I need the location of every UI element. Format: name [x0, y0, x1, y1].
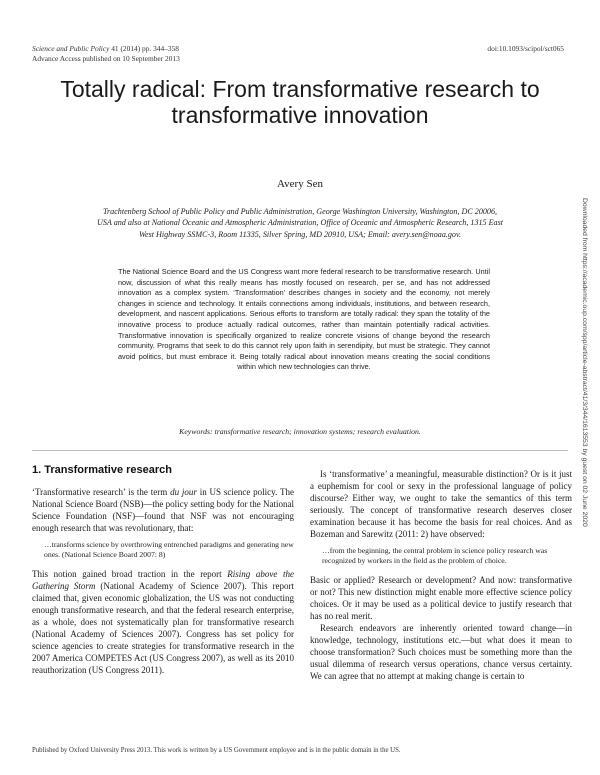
article-title: Totally radical: From transformative research to transformative innovation: [60, 76, 540, 128]
left-column: [32, 464, 294, 676]
author-affiliation: Trachtenberg School of Public Policy and Public Administration, George Washington University, Washington, DC 20006, USA and also at National Oceanic and Atmospheric Administration, Office of Oceanic and Atmospheric Research, 1315 East West Highway SSMC-3, Room 11335, Silver Spring, MD 20910, USA; Email: avery.sen@noaa.gov.: [97, 207, 503, 239]
paragraph: This notion gained broad traction in the report Rising above the Gathering Storm (National Academy of Science 2007). This report claimed that, given economic globalization, the US was not conducting enough transformative research, and that the federal research enterprise, as a whole, does not systematically plan for transformative research (National Academy of Sciences 2007). Congress has set policy for science agencies to create strategies for transformative research in the 2007 America COMPETES Act (US Congress 2007), as well as its 2010 reauthorization (US Congress 2011).: [32, 568, 295, 675]
journal-name: Science and Public Policy: [32, 44, 110, 53]
download-note[interactable]: Downloaded from https://academic.oup.com/spp/article-abstract/41/3/344/1613553 by guest on 02 June 2020: [581, 198, 588, 527]
author-name: Avery Sen: [277, 178, 323, 190]
right-column: [310, 468, 572, 682]
abstract: The National Science Board and the US Congress want more federal research to be transformative research. Until now, discussion of what this really means has mostly focused on research, per se, and has not addressed innovation as a complex system. ‘Transformation’ describes changes in society and the economy, not merely changes in science and technology. It entails connections among individuals, institutions, and between research, development, and nascent applications. Serious efforts to transform are totally radical: they span the totality of the innovative process to produce actually radical outcomes, rather than maintain potentially radical activities. Transformative innovation is specifically organized to realize concrete visions of change beyond the research community. Programs that seek to do this cannot rely upon faith in serendipity, but must be strategic. They cannot avoid politics, but must embrace it. Being totally radical about innovation means creating the social conditions within which new technologies can thrive.: [118, 267, 490, 372]
journal-header: [32, 44, 180, 63]
download-note-container: [578, 198, 590, 578]
section-heading: 1. Transformative research: [32, 464, 173, 476]
advance-access: Advance Access published on 10 September 2013: [32, 53, 180, 63]
footer-note: Published by Oxford University Press 2013. This work is written by a US Government employee and is in the public domain in the US.: [32, 747, 401, 754]
paragraph: ‘Transformative research’ is the term du jour in US science policy. The National Science Board (NSB)—the policy setting body for the National Science Foundation (NSF)—found that NSF was not encouraging enough research that was revolutionary, that:: [32, 487, 294, 533]
divider: [32, 450, 568, 451]
block-quote: …from the beginning, the central problem in science policy research was recognized by workers in the field as the problem of choice.: [322, 546, 548, 566]
paragraph: Research endeavors are inherently oriented toward change—in knowledge, technology, institutions etc.—but what does it mean to choose transformation? Such choices must be something more than the usual dilemma of research versus operations, chance versus certainty. We can agree that no attempt at making change is certain to: [310, 622, 572, 681]
paragraph: Basic or applied? Research or development? And now: transformative or not? This new distinction might enable more effective science policy choices. Or it may be used as a political device to justify research that has no real merit.: [310, 574, 572, 621]
paragraph: Is ‘transformative’ a meaningful, measurable distinction? Or is it just a euphemism for cool or sexy in the professional language of policy discourse? Either way, we ought to take the semantics of this term seriously. The concept of transformative research deserves closer examination because it has become the basis for real choices. And as Bozeman and Sarewitz (2011: 2) have observed:: [310, 469, 572, 539]
volume-info: 41 (2014) pp. 344–358: [111, 44, 179, 53]
keywords: Keywords: transformative research; innovation systems; research evaluation.: [179, 427, 421, 436]
doi[interactable]: doi:10.1093/scipol/sct065: [487, 44, 564, 53]
block-quote: …transforms science by overthrowing entrenched paradigms and generating new ones. (National Science Board 2007: 8): [44, 540, 294, 560]
